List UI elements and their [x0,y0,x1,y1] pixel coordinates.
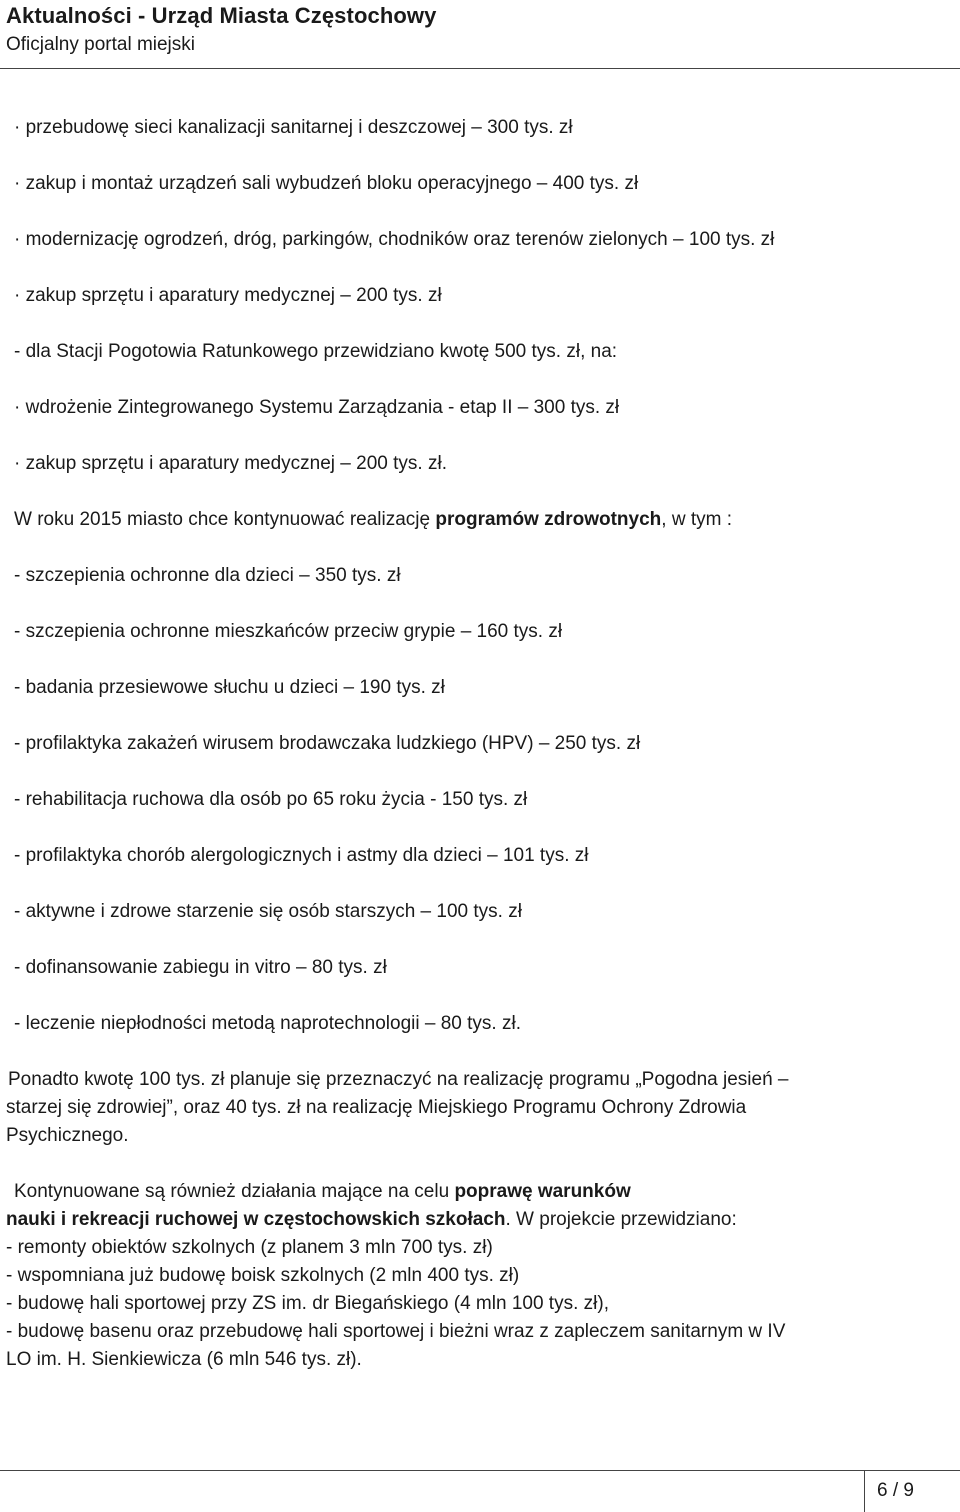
list-item: · wdrożenie Zintegrowanego Systemu Zarządzania - etap II – 300 tys. zł [14,397,620,418]
site-subtitle: Oficjalny portal miejski [6,34,195,55]
list-item: - rehabilitacja ruchowa dla osób po 65 roku życia - 150 tys. zł [14,789,528,810]
paragraph-line [14,1180,631,1204]
paragraph-line: Psychicznego. [6,1125,129,1146]
document-header [6,0,436,57]
paragraph-line: Ponadto kwotę 100 tys. zł planuje się przeznaczyć na realizację programu „Pogodna jesień – [8,1069,789,1090]
list-item: · zakup i montaż urządzeń sali wybudzeń bloku operacyjnego – 400 tys. zł [14,173,639,194]
list-item: - profilaktyka chorób alergologicznych i astmy dla dzieci – 101 tys. zł [14,845,589,866]
list-item: - budowę basenu oraz przebudowę hali sportowej i bieżni wraz z zapleczem sanitarnym w IV [6,1321,786,1342]
list-item: · zakup sprzętu i aparatury medycznej – 200 tys. zł. [14,453,447,474]
page-number: 6 / 9 [864,1470,960,1512]
list-item: - dla Stacji Pogotowia Ratunkowego przewidziano kwotę 500 tys. zł, na: [14,341,618,362]
list-item: - remonty obiektów szkolnych (z planem 3 mln 700 tys. zł) [6,1237,493,1258]
list-item: - dofinansowanie zabiegu in vitro – 80 tys. zł [14,957,387,978]
header-divider [0,68,960,69]
text-run: W roku 2015 miasto chce kontynuować realizację [14,509,436,530]
footer-divider [0,1470,960,1471]
list-item: - leczenie niepłodności metodą naprotechnologii – 80 tys. zł. [14,1013,521,1034]
list-item: - szczepienia ochronne dla dzieci – 350 tys. zł [14,565,401,586]
text-run-bold: programów zdrowotnych [435,509,662,530]
text-run-bold: nauki i rekreacji ruchowej w częstochowskich szkołach [6,1209,506,1230]
list-item: - badania przesiewowe słuchu u dzieci – 190 tys. zł [14,677,445,698]
text-run: Kontynuowane są również działania mające na celu [14,1181,455,1202]
site-title: Aktualności - Urząd Miasta Częstochowy [6,3,437,28]
text-run-bold: poprawę warunków [454,1181,631,1202]
paragraph-line [6,1208,737,1232]
text-run: . W projekcie przewidziano: [505,1209,737,1230]
list-item: - profilaktyka zakażeń wirusem brodawczaka ludzkiego (HPV) – 250 tys. zł [14,733,641,754]
list-item: · modernizację ogrodzeń, dróg, parkingów, chodników oraz terenów zielonych – 100 tys. zł [14,229,775,250]
list-item: - budowę hali sportowej przy ZS im. dr Biegańskiego (4 mln 100 tys. zł), [6,1293,609,1314]
list-item: · zakup sprzętu i aparatury medycznej – 200 tys. zł [14,285,442,306]
paragraph-line: starzej się zdrowiej”, oraz 40 tys. zł na realizację Miejskiego Programu Ochrony Zdrowia [6,1097,747,1118]
text-run: , w tym : [661,509,733,530]
list-item: · przebudowę sieci kanalizacji sanitarnej i deszczowej – 300 tys. zł [14,117,573,138]
list-item: LO im. H. Sienkiewicza (6 mln 546 tys. zł). [6,1349,362,1370]
paragraph-programs-intro [14,508,732,532]
list-item: - szczepienia ochronne mieszkańców przeciw grypie – 160 tys. zł [14,621,563,642]
list-item: - wspomniana już budowę boisk szkolnych (2 mln 400 tys. zł) [6,1265,520,1286]
list-item: - aktywne i zdrowe starzenie się osób starszych – 100 tys. zł [14,901,522,922]
